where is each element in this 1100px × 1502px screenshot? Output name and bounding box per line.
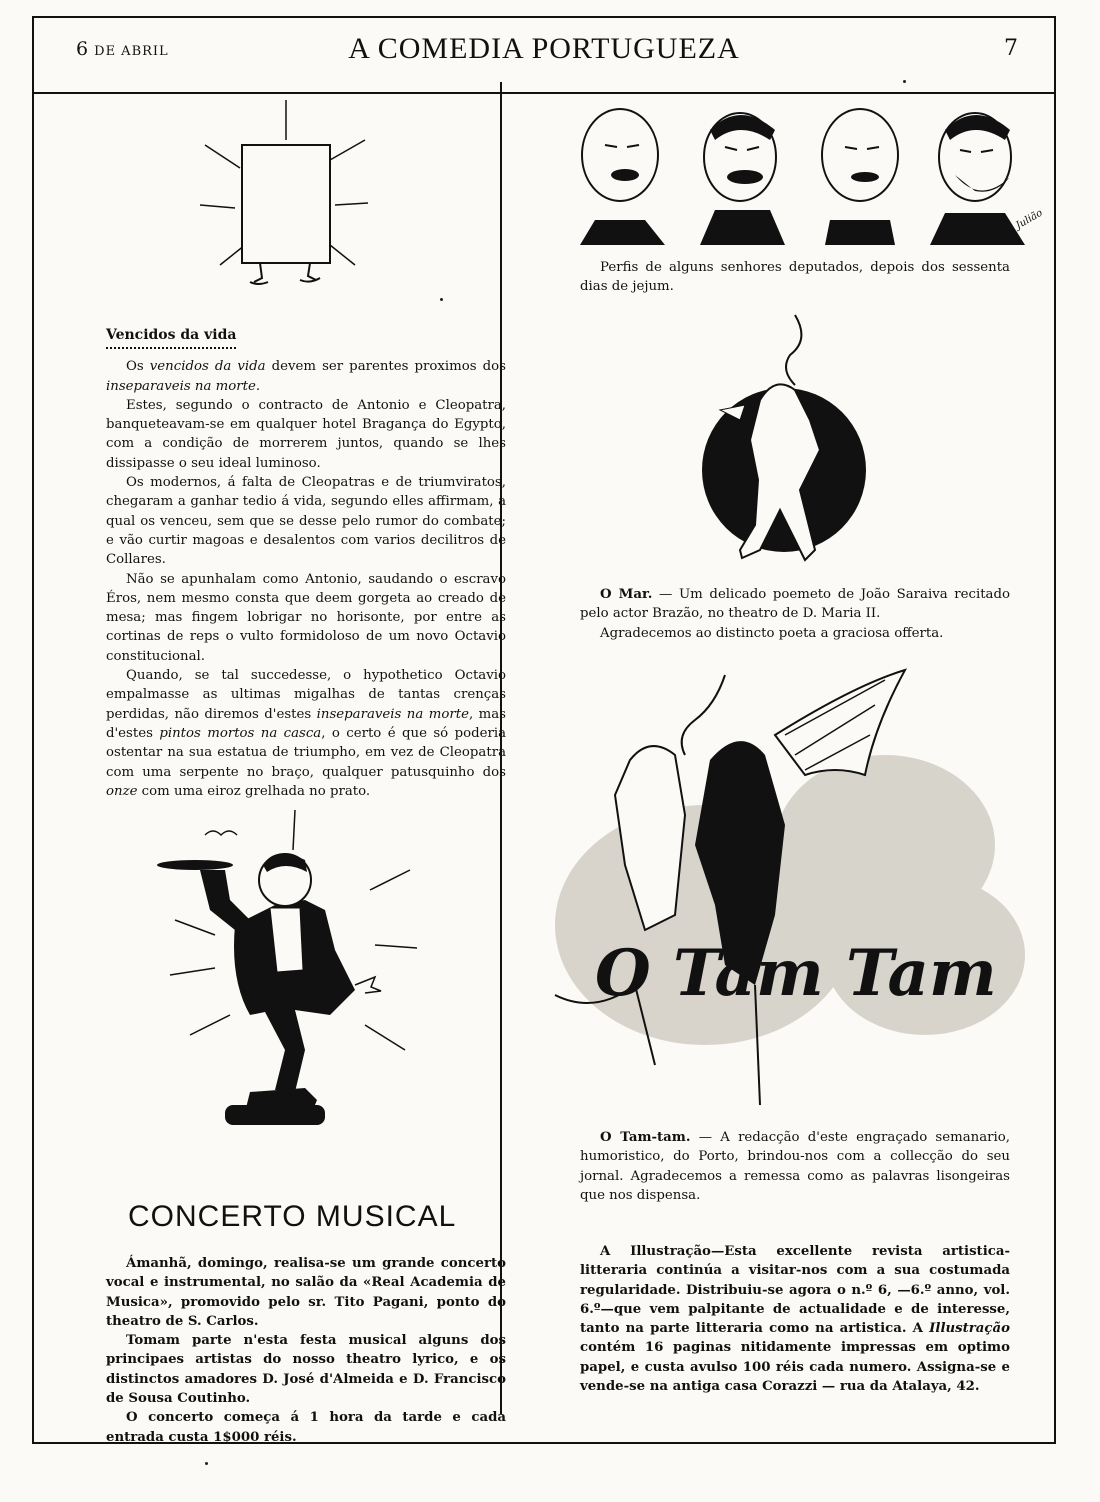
concerto-title: CONCERTO MUSICAL (128, 1200, 457, 1233)
article-concerto (106, 1254, 506, 1447)
illustration-deputados (565, 95, 1045, 255)
paragraph: Perfis de alguns senhores deputados, depois dos sessenta dias de jejum. (580, 260, 1010, 295)
masthead (34, 18, 1054, 94)
ink-speck (440, 298, 443, 301)
caption-deputados (580, 258, 1010, 297)
paragraph: O concerto começa á 1 hora da tarde e cada entrada custa 1$000 réis. (106, 1410, 506, 1445)
paragraph: Ámanhã, domingo, realisa-se um grande concerto vocal e instrumental, no salão da «Real Academia de Musica», promovido pelo sr. Tito Pagani, ponto do theatro de S. Carlos. (106, 1256, 506, 1329)
illustration-tam-tam (555, 665, 1035, 1125)
paragraph: A Illustração—Esta excellente revista artistica-litteraria continúa a visitar-nos com a sua costumada regularidade. Distribuiu-se agora o n.º 6, —6.º anno, vol. 6.º—que vem palpitante de actualidade e de interesse, tanto na parte litteraria como na artistica. A Illustração contém 16 paginas nitidamente impressas em optimo papel, e custa avulso 100 réis cada numero. Assigna-se e vende-se na antiga casa Corazzi — rua da Atalaya, 42. (580, 1244, 1010, 1395)
article-o-mar (580, 585, 1010, 643)
illustration-blank-sign (190, 100, 390, 300)
page-number-left: 6 (76, 38, 89, 60)
paragraph: O Tam-tam. — A redacção d'este engraçado semanario, humoristico, do Porto, brindou-nos com a collecção do seu jornal. Agradecemos a remessa como as palavras lisongeiras que nos dispensa. (580, 1130, 1010, 1203)
tam-tam-art-text: O Tam Tam (595, 936, 997, 1011)
paragraph: Os vencidos da vida devem ser parentes proximos dos inseparaveis na morte. (106, 359, 506, 394)
page-number-right: 7 (1004, 36, 1018, 61)
ink-speck (205, 1462, 208, 1465)
article-vencidos (106, 326, 506, 801)
paragraph: Não se apunhalam como Antonio, saudando o escravo Éros, nem mesmo consta que deem gorgeta ao creado de mesa; mas fingem lobrigar no horisonte, por entre as cortinas de reps o vulto formidoloso de um novo Octavio constitucional. (106, 571, 506, 664)
illustration-waiter (155, 800, 435, 1140)
ink-speck (903, 80, 906, 83)
paragraph: Estes, segundo o contracto de Antonio e Cleopatra, banqueteavam-se em qualquer hotel Bragança do Egypto, com a condição de morrerem juntos, quando se lhes dissipasse o seu ideal luminoso. (106, 397, 506, 471)
article-illustracao (580, 1242, 1010, 1396)
paragraph: Os modernos, á falta de Cleopatras e de triumviratos, chegaram a ganhar tedio á vida, segundo elles affirmam, a qual os venceu, sem que se desse pelo rumor do combate; e vão curtir magoas e desalentos com varios decilitros de Collares. (106, 475, 506, 568)
paragraph: Tomam parte n'esta festa musical alguns dos principaes artistas do nosso theatro lyrico, e os distinctos amadores D. José d'Almeida e D. Francisco de Sousa Coutinho. (106, 1333, 506, 1407)
newspaper-title: A COMEDIA PORTUGUEZA (348, 32, 740, 65)
paragraph: O Mar. — Um delicado poemeto de João Saraiva recitado pelo actor Brazão, no theatro de D. Maria II. (580, 587, 1011, 622)
article-tam-tam (580, 1128, 1010, 1205)
paragraph: Quando, se tal succedesse, o hypothetico Octavio empalmasse as ultimas migalhas de tantas crenças perdidas, não diremos d'estes inseparaveis na morte, mas d'estes pintos mortos na casca, o certo é que só poderia ostentar na sua estatua de triumpho, em vez de Cleopatra com uma serpente no braço, qualquer patusquinho dos onze com uma eiroz grelhada no prato. (106, 668, 507, 799)
illustration-o-mar (700, 310, 880, 580)
date-label: DE ABRIL (94, 44, 169, 59)
article-heading: Vencidos da vida (106, 326, 236, 349)
artist-signature: Julião (1014, 207, 1045, 232)
paragraph: Agradecemos ao distincto poeta a graciosa offerta. (600, 625, 944, 641)
